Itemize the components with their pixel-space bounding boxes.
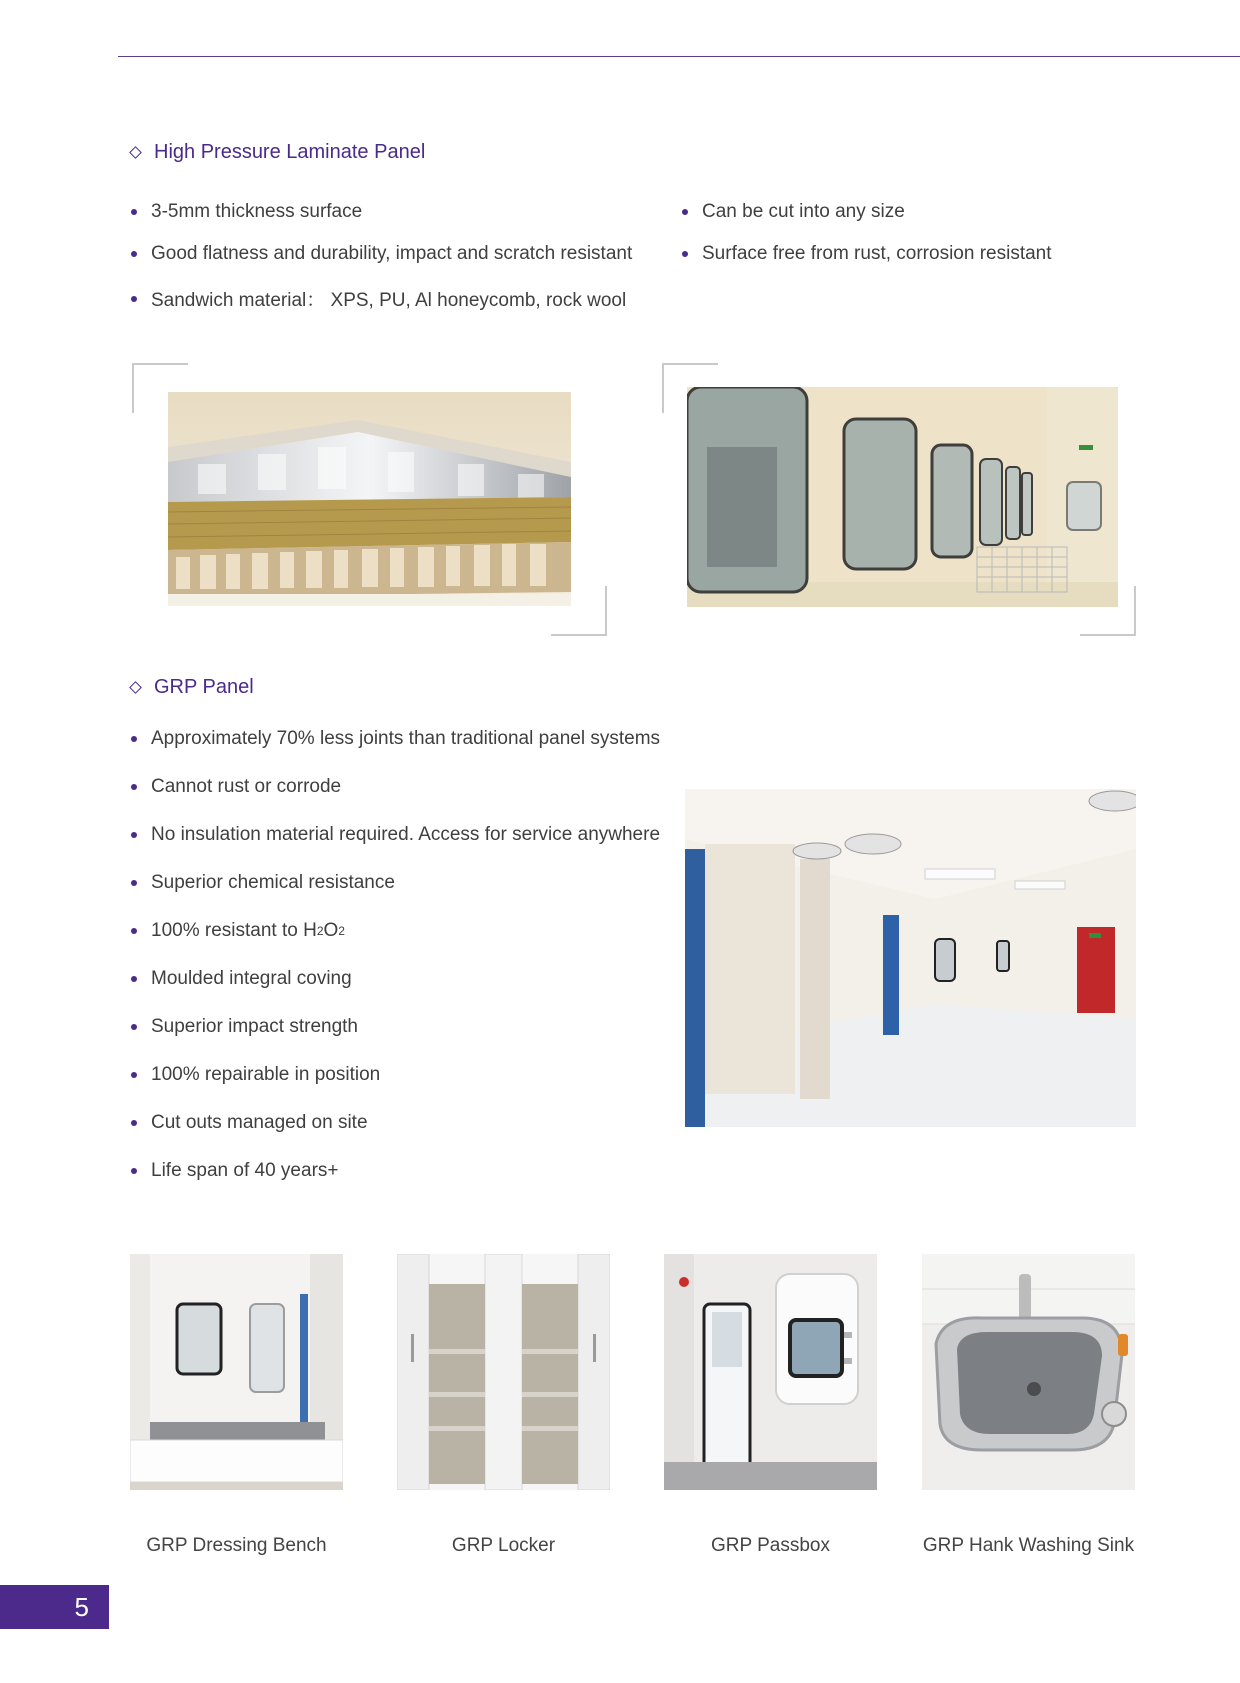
product-caption: GRP Dressing Bench <box>146 1535 327 1556</box>
hpl-bullet: Can be cut into any size <box>682 201 905 223</box>
bullet-dot-icon <box>131 1072 137 1078</box>
page-number: 5 <box>0 1585 109 1629</box>
grp-bullet: 100% repairable in position <box>131 1064 380 1086</box>
grp-corridor-photo <box>685 789 1136 1127</box>
hpl-bullet: Good flatness and durability, impact and scratch resistant <box>131 243 632 265</box>
bullet-dot-icon <box>131 1168 137 1174</box>
product-caption: GRP Locker <box>451 1535 556 1556</box>
bullet-dot-icon <box>131 784 137 790</box>
bullet-dot-icon <box>131 296 137 302</box>
bullet-dot-icon <box>131 832 137 838</box>
bullet-dot-icon <box>131 880 137 886</box>
cleanroom-windows-photo <box>687 387 1118 607</box>
grp-bullet: Approximately 70% less joints than traditional panel systems <box>131 728 660 750</box>
grp-bullet: Cannot rust or corrode <box>131 776 341 798</box>
grp-bullet: Life span of 40 years+ <box>131 1160 339 1182</box>
product-caption: GRP Passbox <box>711 1535 830 1556</box>
hpl-heading <box>131 141 425 164</box>
bullet-dot-icon <box>131 1120 137 1126</box>
dressing-bench-photo <box>130 1254 343 1490</box>
grp-bullet: No insulation material required. Access for service anywhere <box>131 824 660 846</box>
sandwich-panel-photo <box>168 392 571 606</box>
bullet-dot-icon <box>682 209 688 215</box>
hpl-bullet: 3-5mm thickness surface <box>131 201 362 223</box>
hpl-heading-text: High Pressure Laminate Panel <box>154 141 426 163</box>
grp-heading <box>131 676 254 699</box>
bullet-dot-icon <box>682 251 688 257</box>
grp-bullet: Superior chemical resistance <box>131 872 395 894</box>
passbox-photo <box>664 1254 877 1490</box>
washing-sink-photo <box>922 1254 1135 1490</box>
locker-photo <box>397 1254 610 1490</box>
grp-bullet: Cut outs managed on site <box>131 1112 368 1134</box>
grp-bullet: 100% resistant to H 2 O 2 <box>131 920 345 942</box>
bullet-dot-icon <box>131 209 137 215</box>
grp-bullet: Superior impact strength <box>131 1016 358 1038</box>
bullet-dot-icon <box>131 928 137 934</box>
product-caption: GRP Hank Washing Sink <box>922 1535 1135 1556</box>
grp-bullet: Moulded integral coving <box>131 968 352 990</box>
header-rule <box>118 56 1240 57</box>
bullet-dot-icon <box>131 1024 137 1030</box>
bullet-dot-icon <box>131 976 137 982</box>
grp-heading-text: GRP Panel <box>154 676 254 698</box>
hpl-bullet: Surface free from rust, corrosion resistant <box>682 243 1052 265</box>
hpl-bullet: Sandwich material： XPS, PU, Al honeycomb, rock wool <box>131 285 626 312</box>
bullet-dot-icon <box>131 736 137 742</box>
diamond-icon <box>129 146 142 159</box>
diamond-icon <box>129 681 142 694</box>
bullet-dot-icon <box>131 251 137 257</box>
